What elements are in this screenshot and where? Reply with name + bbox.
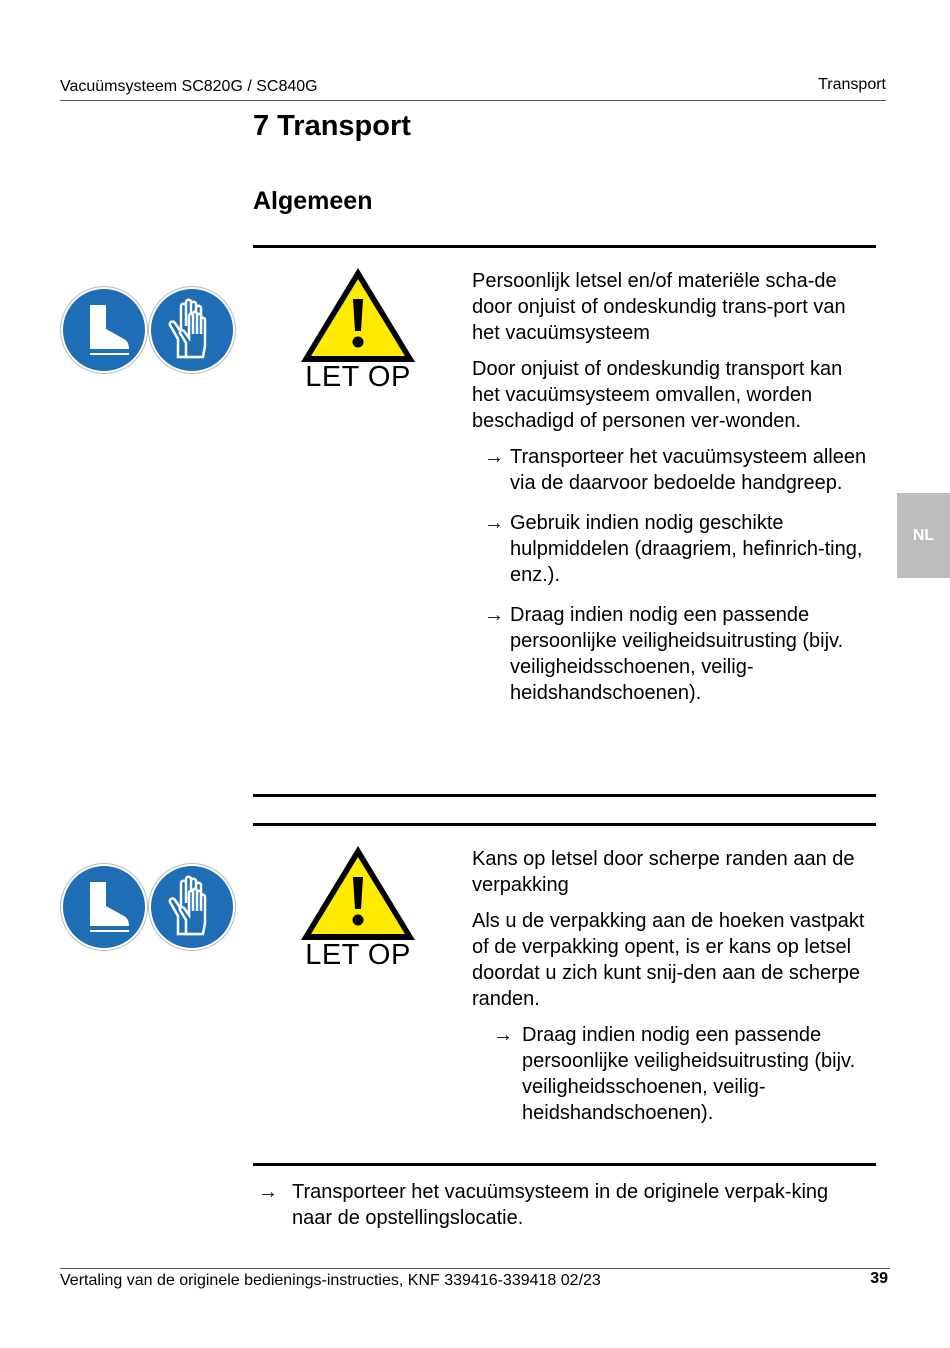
safety-gloves-icon (149, 287, 236, 374)
warning-2-heading: Kans op letsel door scherpe randen aan de verpakking (472, 848, 855, 896)
warning-triangle-icon (298, 843, 418, 943)
warning-2-step: → Draag indien nodig een passende persoonlijke veiligheidsuitrusting (bijv. veiligheidsschoenen, veilig-heidshandschoenen). (484, 1022, 872, 1126)
section-title: Algemeen (253, 187, 373, 215)
warning-1-body: Door onjuist of ondeskundig transport kan het vacuümsysteem omvallen, worden beschadigd of personen ver-wonden. (472, 358, 843, 432)
warning-1-step: → Draag indien nodig een passende persoonlijke veiligheidsuitrusting (bijv. veiligheidsschoenen, veilig-heidshandschoenen). (484, 604, 844, 704)
safety-gloves-icon (149, 864, 236, 951)
warning-1-step: → Transporteer het vacuümsysteem alleen via de daarvoor bedoelde handgreep. (484, 446, 867, 494)
language-tab: NL (897, 493, 950, 578)
warning-1-text (472, 268, 872, 720)
warning-1-top-rule (253, 245, 876, 248)
final-step-text: Transporteer het vacuümsysteem in de originele verpak-king naar de opstellingslocatie. (292, 1181, 829, 1229)
header-document-title: Vacuümsysteem SC820G / SC840G (60, 78, 318, 95)
ppe-icons-2 (60, 862, 236, 952)
arrow-right-icon: → (258, 1181, 278, 1203)
safety-boots-icon (61, 864, 148, 951)
header-section: Transport (818, 76, 886, 93)
safety-boots-icon (61, 287, 148, 374)
warning-2-bottom-rule (253, 1163, 876, 1166)
warning-1-step: → Gebruik indien nodig geschikte hulpmiddelen (draagriem, hefinrich-ting, enz.). (484, 512, 863, 586)
warning-1-label: LET OP (305, 361, 411, 393)
warning-2-label: LET OP (305, 939, 411, 971)
arrow-right-icon: → (493, 1024, 513, 1046)
ppe-icons-1 (60, 285, 236, 375)
warning-1-sign (298, 265, 418, 394)
arrow-right-icon: → (484, 446, 504, 468)
header-divider (60, 100, 886, 101)
page-number: 39 (870, 1270, 888, 1287)
warning-1-bottom-rule (253, 794, 876, 797)
warning-2-sign (298, 843, 418, 972)
arrow-right-icon: → (484, 512, 504, 534)
final-step (258, 1179, 868, 1231)
footer-divider (60, 1268, 890, 1269)
footer-text: Vertaling van de originele bedienings-instructies, KNF 339416-339418 02/23 (60, 1272, 601, 1289)
warning-triangle-icon (298, 265, 418, 365)
arrow-right-icon: → (484, 604, 504, 626)
warning-1-heading: Persoonlijk letsel en/of materiële scha-de door onjuist of ondeskundig trans-port van het vacuümsysteem (472, 270, 846, 344)
warning-2-text (472, 846, 872, 1140)
chapter-title: 7 Transport (253, 110, 411, 142)
warning-2-top-rule (253, 823, 876, 826)
warning-2-body: Als u de verpakking aan de hoeken vastpakt of de verpakking opent, is er kans op letsel doordat u zich kunt snij-den aan de scherpe randen. (472, 910, 865, 1010)
